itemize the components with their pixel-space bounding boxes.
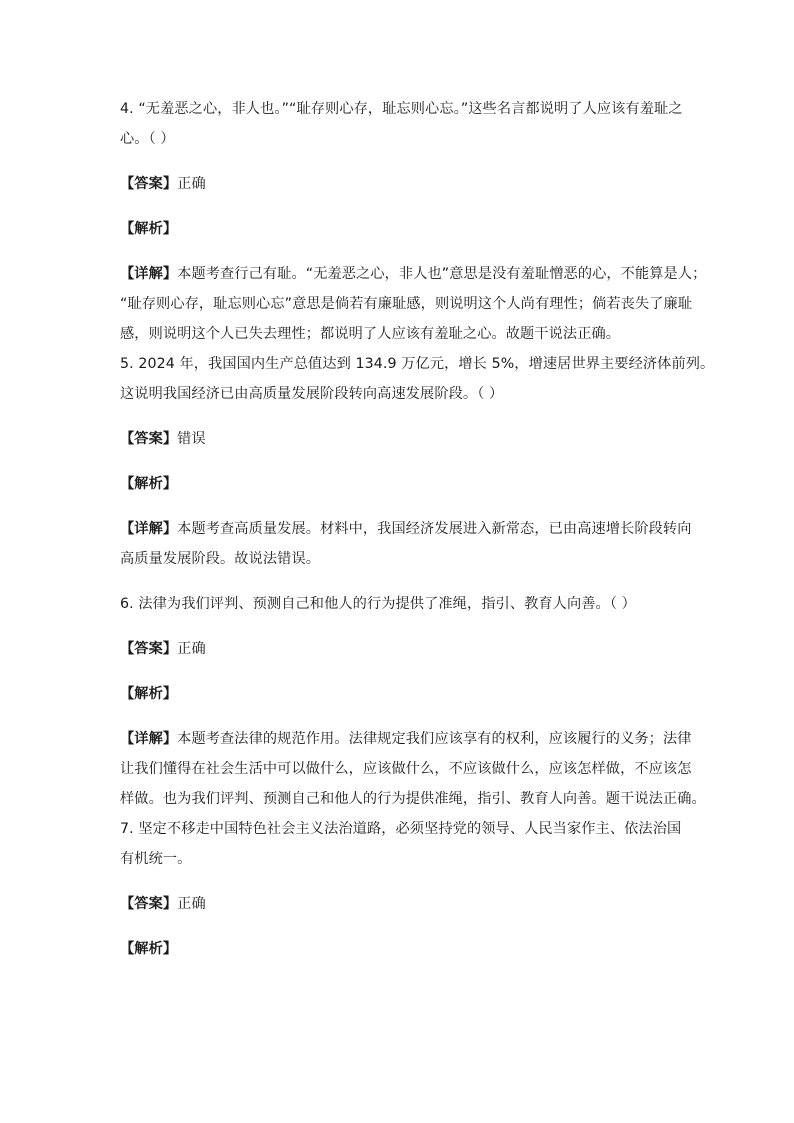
question-5-analysis-tag: 【解析】 — [120, 476, 178, 492]
answer-value: 正确 — [177, 176, 206, 192]
detail-tag: 【详解】 — [120, 521, 178, 537]
question-5-stem-line-2: 这说明我国经济已由高质量发展阶段转向高速发展阶段。（ ） — [120, 386, 504, 402]
question-6-answer — [120, 634, 680, 664]
detail-text: 本题考查高质量发展。材料中，我国经济发展进入新常态，已由高速增长阶段转向 — [177, 521, 692, 537]
question-7-answer — [120, 889, 680, 919]
question-7-analysis-tag: 【解析】 — [120, 941, 178, 957]
detail-tag: 【详解】 — [120, 731, 178, 747]
detail-text: 本题考查行己有耻。“无羞恶之心，非人也”意思是没有羞耻憎恶的心，不能算是人； — [177, 266, 707, 282]
question-4-stem-line-1: 4. “无羞恶之心，非人也。”“耻存则心存，耻忘则心忘。”这些名言都说明了人应该有羞耻之 — [120, 101, 683, 117]
question-5-stem-line-1: 5. 2024 年，我国国内生产总值达到 134.9 万亿元，增长 5%，增速居世界主要经济体前列。 — [120, 356, 715, 372]
question-7-stem-line-1: 7. 坚定不移走中国特色社会主义法治道路，必须坚持党的领导、人民当家作主、依法治国 — [120, 821, 682, 837]
question-7-stem-line-2: 有机统一。 — [120, 851, 192, 867]
question-4-analysis-tag: 【解析】 — [120, 221, 178, 237]
question-6-detail-line-3: 样做。也为我们评判、预测自己和他人的行为提供准绳，指引、教育人向善。题干说法正确。 — [120, 791, 706, 807]
detail-text: 本题考查法律的规范作用。法律规定我们应该享有的权利，应该履行的义务；法律 — [177, 731, 692, 747]
answer-tag: 【答案】 — [120, 431, 178, 447]
question-4-detail-line-1 — [120, 259, 707, 289]
question-6-detail-line-2: 让我们懂得在社会生活中可以做什么，应该做什么，不应该做什么，应该怎样做，不应该怎 — [120, 761, 692, 777]
question-6-analysis-tag: 【解析】 — [120, 686, 178, 702]
answer-tag: 【答案】 — [120, 896, 178, 912]
question-4-answer — [120, 169, 680, 199]
question-5-detail-line-1 — [120, 514, 692, 544]
document-page — [120, 94, 715, 964]
answer-value: 正确 — [177, 641, 206, 657]
question-4-stem-line-2: 心。（ ） — [120, 131, 175, 147]
question-5-detail-line-2: 高质量发展阶段。故说法错误。 — [120, 551, 321, 567]
question-4-detail-line-3: 感，则说明这个人已失去理性；都说明了人应该有羞耻之心。故题干说法正确。 — [120, 326, 621, 342]
answer-value: 正确 — [177, 896, 206, 912]
answer-value: 错误 — [177, 431, 206, 447]
question-6-stem-line-1: 6. 法律为我们评判、预测自己和他人的行为提供了准绳，指引、教育人向善。（ ） — [120, 596, 636, 612]
detail-tag: 【详解】 — [120, 266, 178, 282]
question-6-detail-line-1 — [120, 724, 692, 754]
answer-tag: 【答案】 — [120, 641, 178, 657]
answer-tag: 【答案】 — [120, 176, 178, 192]
question-4-detail-line-2: “耻存则心存，耻忘则心忘”意思是倘若有廉耻感，则说明这个人尚有理性；倘若丧失了廉耻 — [120, 296, 693, 312]
question-5-answer — [120, 424, 680, 454]
